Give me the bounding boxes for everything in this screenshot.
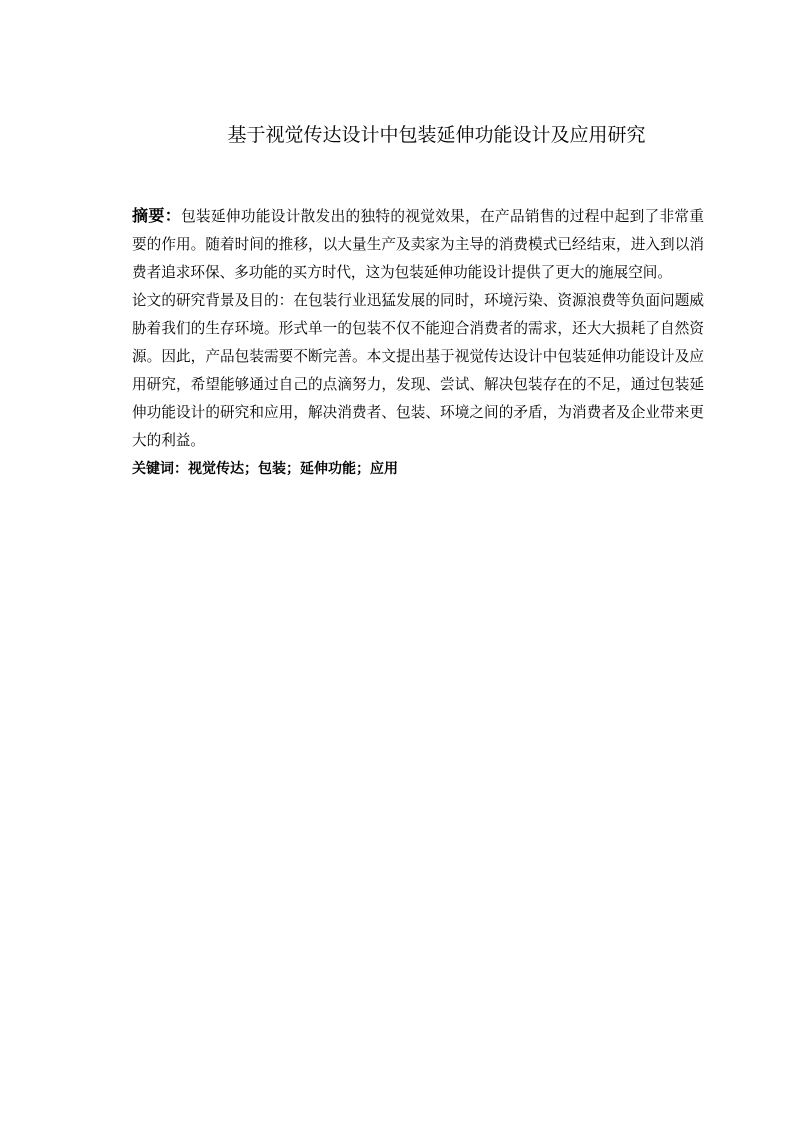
keywords: 关键词：视觉传达；包装；延伸功能；应用 (132, 461, 398, 477)
abstract-section (132, 202, 704, 483)
abstract-paragraph-2: 论文的研究背景及目的：在包装行业迅猛发展的同时，环境污染、资源浪费等负面问题威胁着我们的生存环境。形式单一的包装不仅不能迎合消费者的需求，还大大损耗了自然资源。因此，产品包装需要不断完善。本文提出基于视觉传达设计中包装延伸功能设计及应用研究，希望能够通过自己的点滴努力，发现、尝试、解决包装存在的不足，通过包装延伸功能设计的研究和应用，解决消费者、包装、环境之间的矛盾，为消费者及企业带来更大的利益。 (132, 292, 704, 449)
abstract-label: 摘要： (132, 206, 182, 225)
abstract-paragraph-1 (132, 202, 704, 287)
document-title: 基于视觉传达设计中包装延伸功能设计及应用研究 (227, 124, 646, 146)
abstract-text-1: 包装延伸功能设计散发出的独特的视觉效果，在产品销售的过程中起到了非常重要的作用。随着时间的推移，以大量生产及卖家为主导的消费模式已经结束，进入到以消费者追求环保、多功能的买方时代，这为包装延伸功能设计提供了更大的施展空间。 (132, 208, 704, 281)
